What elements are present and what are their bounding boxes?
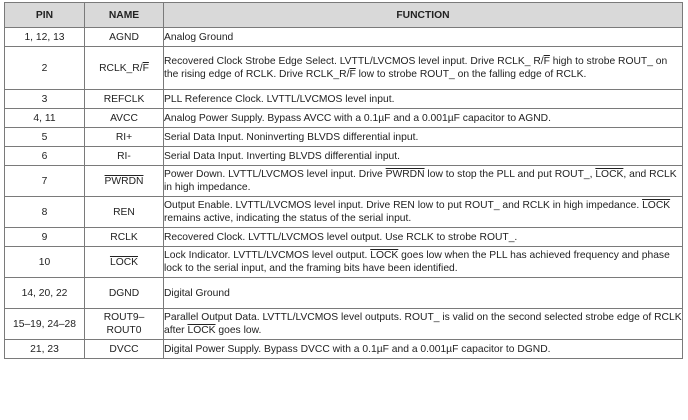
table-row (5, 340, 683, 359)
function-cell (164, 109, 683, 128)
overbar-text: LOCK (642, 200, 671, 211)
text-segment: remains active, indicating the status of the serial input. (164, 213, 412, 224)
function-cell (164, 197, 683, 228)
pin-description-table (4, 2, 683, 359)
text-segment: goes low. (215, 325, 262, 336)
text-segment: ROUT9– ROUT0 (103, 312, 145, 336)
function-cell (164, 166, 683, 197)
overbar-text: LOCK (109, 256, 139, 268)
table-body (5, 28, 683, 359)
table-row (5, 309, 683, 340)
pin-cell: 3 (5, 90, 85, 109)
name-cell (85, 128, 164, 147)
pin-cell: 1, 12, 13 (5, 28, 85, 47)
text-segment: Digital Power Supply. Bypass DVCC with a 0.1µF and a 0.001µF capacitor to DGND. (164, 343, 551, 355)
text-segment: PLL Reference Clock. LVTTL/LVCMOS level input. (164, 93, 395, 105)
function-cell (164, 90, 683, 109)
text-segment: goes low when the PLL has achieved frequency and phase lock to the serial input, and the framing bits have been identified. (164, 250, 670, 274)
text-segment: RI+ (115, 131, 133, 143)
text-segment: RCLK (110, 231, 138, 243)
name-cell (85, 47, 164, 90)
header-pin: PIN (5, 3, 85, 28)
text-segment: REN (113, 206, 135, 218)
name-cell (85, 309, 164, 340)
name-cell (85, 109, 164, 128)
name-cell (85, 166, 164, 197)
name-cell (85, 228, 164, 247)
table-row (5, 90, 683, 109)
function-cell (164, 278, 683, 309)
overbar-text: LOCK (370, 250, 399, 261)
overbar-text: PWRDN (385, 169, 425, 180)
text-segment: Recovered Clock. LVTTL/LVCMOS level output. Use RCLK to strobe ROUT_. (164, 231, 518, 243)
function-cell (164, 147, 683, 166)
function-cell (164, 228, 683, 247)
text-segment: DVCC (109, 343, 139, 355)
name-cell (85, 90, 164, 109)
text-segment: Digital Ground (164, 287, 230, 299)
table-row (5, 278, 683, 309)
text-segment: low to strobe ROUT_ on the falling edge of RCLK. (355, 69, 587, 80)
pin-cell: 5 (5, 128, 85, 147)
overbar-text: $\overline{F}$ (349, 69, 356, 80)
name-cell (85, 197, 164, 228)
pin-cell: 4, 11 (5, 109, 85, 128)
pin-cell: 6 (5, 147, 85, 166)
text-segment: RI- (117, 150, 131, 162)
text-segment: Parallel Output Data. LVTTL/LVCMOS level outputs. ROUT_ is valid on the second selected strobe edge of RCLK after (164, 312, 682, 336)
overbar-text: LOCK (595, 169, 624, 180)
table-row (5, 247, 683, 278)
text-segment: high to strobe ROUT_ on the rising edge of RCLK. Drive RCLK_R/ (164, 56, 668, 80)
text-segment: , and RCLK in high impedance. (164, 169, 677, 193)
function-cell (164, 47, 683, 90)
text-segment: Analog Power Supply. Bypass AVCC with a 0.1µF and a 0.001µF capacitor to AGND. (164, 112, 551, 124)
text-segment: Lock Indicator. LVTTL/LVCMOS level output. (164, 250, 371, 261)
header-name: NAME (85, 3, 164, 28)
text-segment: RCLK_R/ (99, 62, 143, 74)
text-segment: Power Down. LVTTL/LVCMOS level input. Drive (164, 169, 386, 180)
overbar-text: PWRDN (104, 175, 144, 187)
text-segment: Serial Data Input. Inverting BLVDS differential input. (164, 150, 401, 162)
table-row (5, 109, 683, 128)
name-cell (85, 278, 164, 309)
pin-cell: 9 (5, 228, 85, 247)
overbar-text: LOCK (187, 325, 216, 336)
function-cell (164, 128, 683, 147)
text-segment: Analog Ground (164, 31, 234, 43)
text-segment: DGND (108, 287, 140, 299)
text-segment: Recovered Clock Strobe Edge Select. LVTTL/LVCMOS level input. Drive RCLK_ R/ (164, 56, 544, 67)
text-segment: REFCLK (103, 93, 145, 105)
text-segment: AGND (109, 31, 139, 43)
header-function: FUNCTION (164, 3, 683, 28)
function-cell (164, 340, 683, 359)
table-row (5, 147, 683, 166)
name-cell (85, 28, 164, 47)
text-segment: low to stop the PLL and put ROUT_, (424, 169, 596, 180)
overbar-text: $\overline{F}$ (142, 62, 149, 74)
table-row (5, 228, 683, 247)
table-row (5, 197, 683, 228)
name-cell (85, 340, 164, 359)
function-cell (164, 28, 683, 47)
name-cell (85, 247, 164, 278)
text-segment: AVCC (110, 112, 138, 124)
name-cell (85, 147, 164, 166)
table-header-row (5, 3, 683, 28)
overbar-text: $\overline{F}$ (543, 56, 550, 67)
table-row (5, 28, 683, 47)
pin-cell: 7 (5, 166, 85, 197)
pin-cell: 10 (5, 247, 85, 278)
table-row (5, 166, 683, 197)
pin-cell: 14, 20, 22 (5, 278, 85, 309)
function-cell (164, 309, 683, 340)
pin-cell: 15–19, 24–28 (5, 309, 85, 340)
pin-cell: 21, 23 (5, 340, 85, 359)
text-segment: Output Enable. LVTTL/LVCMOS level input. Drive REN low to put ROUT_ and RCLK in high impedance. (164, 200, 643, 211)
text-segment: Serial Data Input. Noninverting BLVDS differential input. (164, 131, 419, 143)
function-cell (164, 247, 683, 278)
pin-cell: 2 (5, 47, 85, 90)
table-row (5, 128, 683, 147)
table-row (5, 47, 683, 90)
pin-cell: 8 (5, 197, 85, 228)
